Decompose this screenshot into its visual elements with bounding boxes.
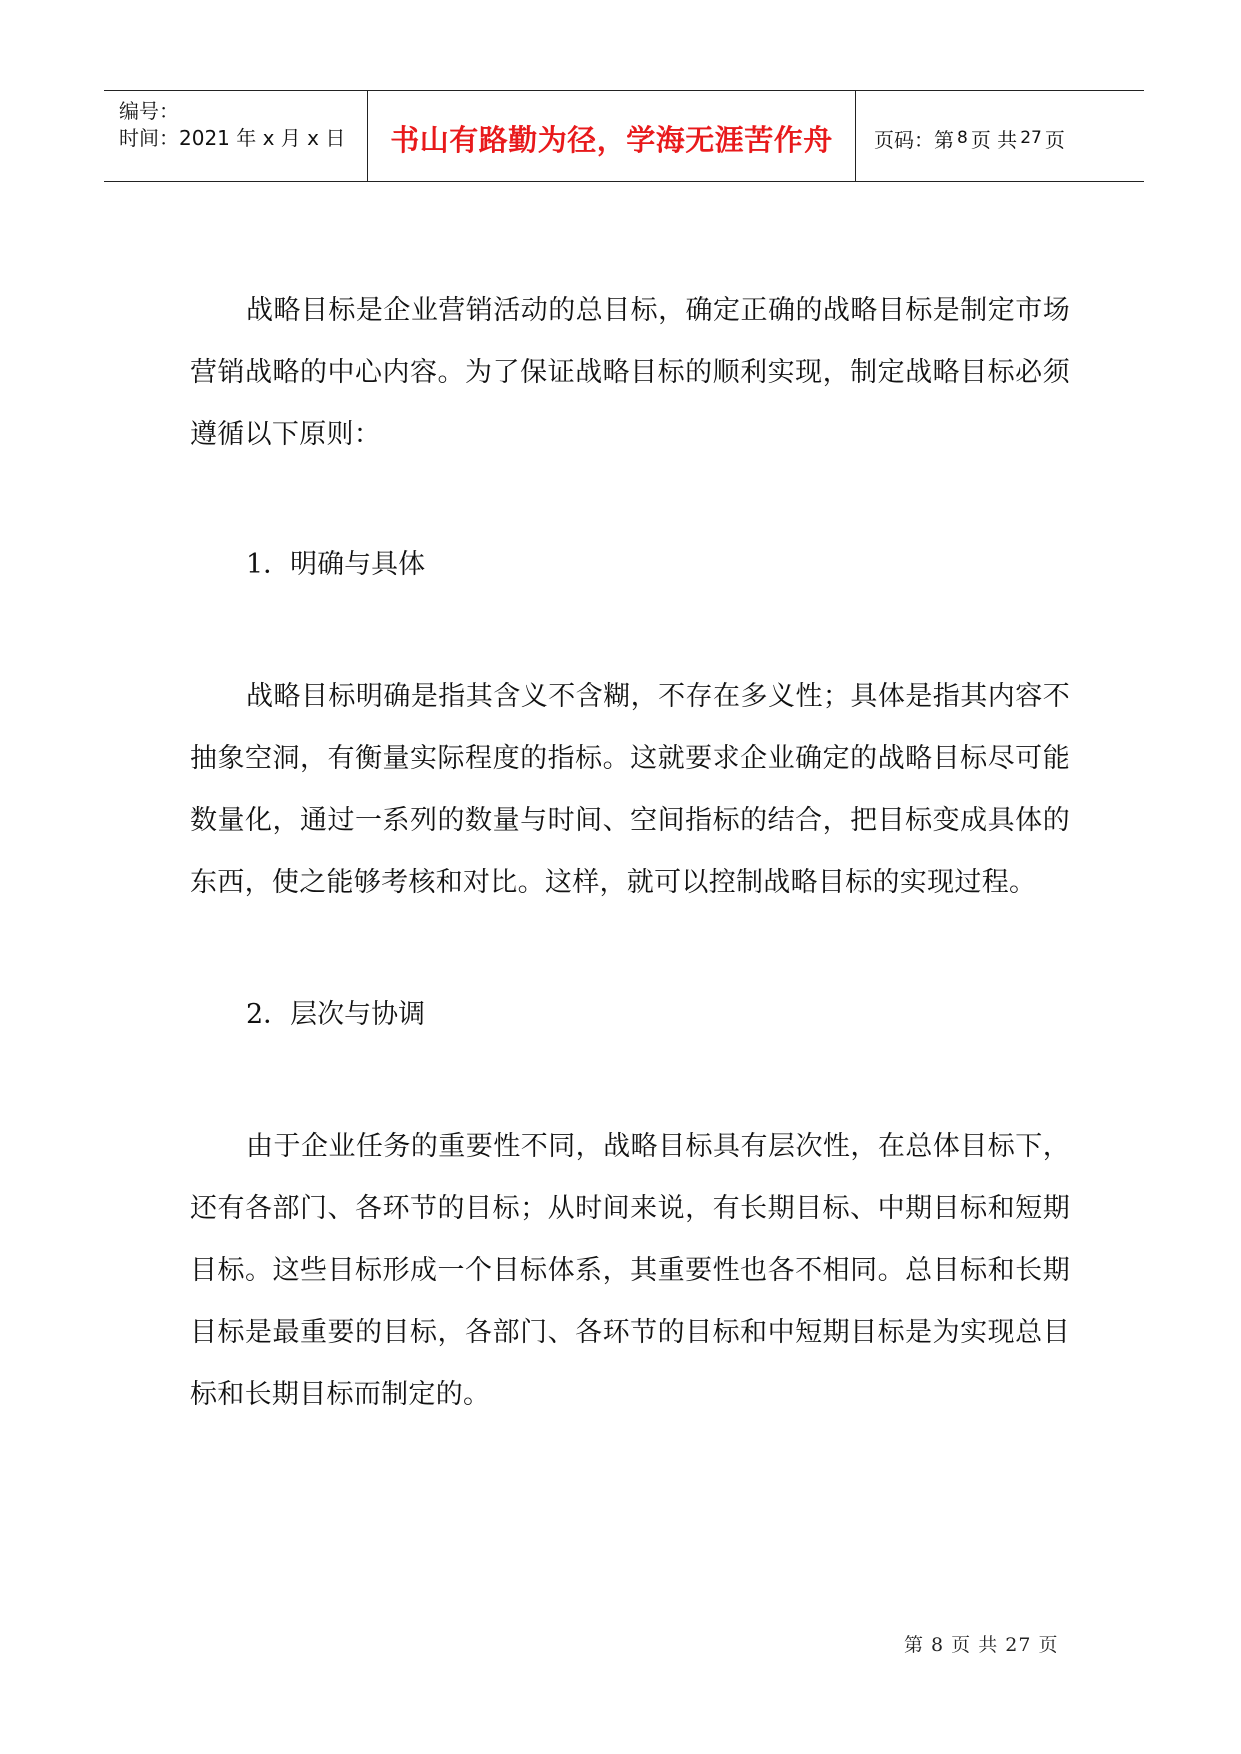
- section-1-paragraph: 战略目标明确是指其含义不含糊，不存在多义性；具体是指其内容不抽象空洞，有衡量实际程度的指标。这就要求企业确定的战略目标尽可能数量化，通过一系列的数量与时间、空间指标的结合，把目标变成具体的东西，使之能够考核和对比。这样，就可以控制战略目标的实现过程。: [190, 681, 1070, 898]
- motto-text: 书山有路勤为径，学海无涯苦作舟: [390, 122, 833, 157]
- header-motto-cell: [368, 91, 856, 181]
- page-mid: 页 共: [970, 127, 1018, 152]
- date-label: 时间：2021 年 x 月 x 日: [119, 126, 346, 150]
- document-header: [104, 90, 1144, 182]
- page-suffix: 页: [1044, 127, 1065, 152]
- section-2-heading: 2．层次与协调: [246, 999, 426, 1030]
- serial-number-label: 编号：: [119, 99, 179, 123]
- header-page-cell: [856, 91, 1144, 181]
- page-footer: 第 8 页 共 27 页: [904, 1634, 1059, 1656]
- page-total: 27: [1020, 128, 1042, 148]
- intro-paragraph: 战略目标是企业营销活动的总目标，确定正确的战略目标是制定市场营销战略的中心内容。为了保证战略目标的顺利实现，制定战略目标必须遵循以下原则：: [190, 295, 1070, 450]
- document-body: [190, 280, 1070, 1426]
- section-1-heading: 1．明确与具体: [246, 549, 426, 580]
- page-current: 8: [957, 128, 968, 148]
- header-meta-cell: [104, 91, 368, 181]
- page-prefix: 页码：第: [874, 127, 954, 152]
- section-2-paragraph: 由于企业任务的重要性不同，战略目标具有层次性，在总体目标下，还有各部门、各环节的目标；从时间来说，有长期目标、中期目标和短期目标。这些目标形成一个目标体系，其重要性也各不相同。总目标和长期目标是最重要的目标，各部门、各环节的目标和中短期目标是为实现总目标和长期目标而制定的。: [190, 1131, 1070, 1410]
